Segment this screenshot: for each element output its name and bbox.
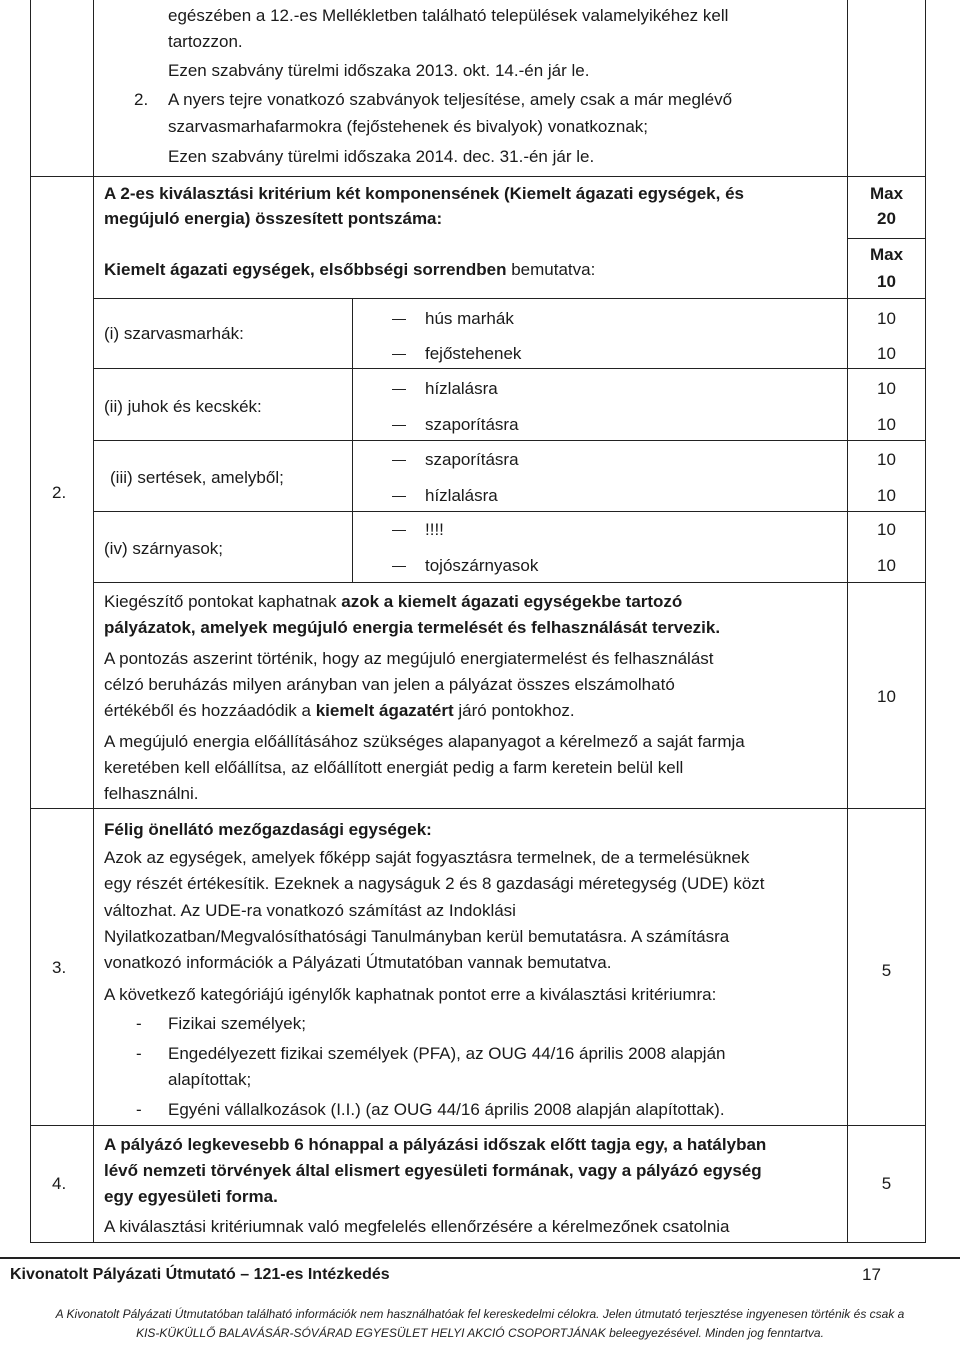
energy-score: 10 (877, 687, 896, 706)
extra-points-line-1 (104, 591, 682, 613)
dash-bullet (392, 530, 406, 531)
extra-points-bold-1: azok a kiemelt ágazati egységekbe tartozó (341, 592, 683, 611)
group-item-name: szaporításra (425, 450, 519, 469)
row2-subheading-normal: bemutatva: (506, 260, 596, 279)
group-item-name: hús marhák (425, 309, 514, 328)
row2-heading-score-value: 20 (877, 209, 896, 228)
row3-list-item-1: Fizikai személyek; (168, 1014, 306, 1033)
row1-item2-number: 2. (134, 90, 149, 109)
extra-points-line-2: pályázatok, amelyek megújuló energia termelését és felhasználását tervezik. (104, 618, 721, 637)
dash-bullet (392, 389, 406, 390)
scoring-line-3 (104, 700, 575, 722)
group-item-name: szaporításra (425, 415, 519, 434)
row2-sub-score-label: Max (869, 245, 904, 264)
dash-bullet (392, 425, 406, 426)
list-dash: - (136, 1044, 142, 1063)
list-dash: - (136, 1014, 142, 1033)
group-item-value: 10 (877, 450, 896, 469)
dash-bullet (392, 354, 406, 355)
group-item-name: tojószárnyasok (425, 556, 539, 575)
group-label-sheep-goats: (ii) juhok és kecskék: (104, 397, 262, 416)
row1-line-1: egészében a 12.-es Mellékletben található települések valamelyikéhez kell (168, 6, 729, 25)
row4-bold-line-1: A pályázó legkevesebb 6 hónappal a pályázási időszak előtt tagja egy, a hatályban (104, 1135, 767, 1154)
row3-para-line-5: vonatkozó információk a Pályázati Útmutatóban vannak bemutatva. (104, 953, 612, 972)
table-border-left (30, 0, 31, 1242)
group-item-value: 10 (877, 415, 896, 434)
row2-number: 2. (52, 483, 67, 502)
row1-item2-line-2: szarvasmarhafarmokra (fejőstehenek és bivalyok) vonatkoznak; (168, 117, 648, 136)
row-divider-1 (30, 176, 926, 177)
extra-points-intro: Kiegészítő pontokat kaphatnak (104, 592, 342, 611)
row3-para-line-4: Nyilatkozatban/Megvalósíthatósági Tanulmányban kerül bemutatásra. A számításra (104, 927, 730, 946)
row-divider-group-3 (93, 440, 926, 441)
table-border-col1 (93, 0, 94, 1242)
footer-legal-line-1: A Kivonatolt Pályázati Útmutatóban található információk nem használhatóak fel kereskedelmi célokra. Jelen útmutató terjesztése ingyenesen történik és csak a (55, 1307, 905, 1321)
group-label-cattle: (i) szarvasmarhák: (104, 324, 244, 343)
dash-bullet (392, 496, 406, 497)
row2-subheading (104, 259, 595, 281)
row2-heading-line-1: A 2-es kiválasztási kritérium két komponensének (Kiemelt ágazati egységek, és (104, 184, 744, 203)
row-divider-groups-bottom (93, 582, 926, 583)
row2-subheading-bold: Kiemelt ágazati egységek, elsőbbségi sorrendben (104, 260, 507, 279)
table-border-bottom (30, 1242, 926, 1243)
row3-para-line-2: egy részét értékesítik. Ezeknek a nagyságuk 2 és 8 gazdasági méretegység (UDE) közt (104, 874, 765, 893)
scoring-line-3-pre: értékéből és hozzáadódik a (104, 701, 316, 720)
group-item-value: 10 (877, 556, 896, 575)
footer-legal-line-2: KIS-KÜKÜLLŐ BALAVÁSÁR-SÓVÁRAD EGYESÜLET HELYI AKCIÓ CSOPORTJÁNAK beleegyezésével. Minden jog fenntartva. (136, 1326, 824, 1340)
row3-score: 5 (881, 961, 892, 980)
group-item-value: 10 (877, 379, 896, 398)
footer-rule (0, 1257, 960, 1259)
row-divider-2 (30, 808, 926, 809)
footer-page-number: 17 (862, 1265, 881, 1284)
row4-bold-line-3: egy egyesületi forma. (104, 1187, 278, 1206)
row1-line-2: tartozzon. (168, 32, 243, 51)
row1-line-3: Ezen szabvány türelmi időszaka 2013. okt. 14.-én jár le. (168, 61, 590, 80)
row-divider-3 (30, 1125, 926, 1126)
footer-title: Kivonatolt Pályázati Útmutató – 121-es Intézkedés (10, 1266, 390, 1283)
row3-list-item-2: Engedélyezett fizikai személyek (PFA), az OUG 44/16 április 2008 alapján (168, 1044, 726, 1063)
group-label-pigs: (iii) sertések, amelyből; (110, 468, 284, 487)
group-item-value: 10 (877, 486, 896, 505)
scoring-line-1: A pontozás aszerint történik, hogy az megújuló energiatermelést és felhasználást (104, 649, 714, 668)
row-divider-subscore (847, 238, 926, 239)
row3-heading: Félig önellátó mezőgazdasági egységek: (104, 820, 432, 839)
row3-list-item-3: Egyéni vállalkozások (I.I.) (az OUG 44/16 április 2008 alapján alapítottak). (168, 1100, 725, 1119)
dash-bullet (392, 566, 406, 567)
row-divider-group-2 (93, 368, 926, 369)
group-item-name: fejőstehenek (425, 344, 522, 363)
group-item-name: hízlalásra (425, 486, 498, 505)
scoring-line-3-bold: kiemelt ágazatért (315, 701, 454, 720)
row2-sub-score-value: 10 (877, 272, 896, 291)
row4-number: 4. (52, 1174, 67, 1193)
list-dash: - (136, 1100, 142, 1119)
row3-number: 3. (52, 958, 67, 977)
energy-line-1: A megújuló energia előállításához szükséges alapanyagot a kérelmező a saját farmja (104, 732, 745, 751)
scoring-line-2: célzó beruházás milyen arányban van jelen a pályázat összes elszámolható (104, 675, 675, 694)
row2-heading-line-2: megújuló energia) összesített pontszáma: (104, 209, 443, 228)
group-item-value: 10 (877, 344, 896, 363)
row4-last-line: A kiválasztási kritériumnak való megfelelés ellenőrzésére a kérelmezőnek csatolnia (104, 1217, 730, 1236)
row2-heading-score-label: Max (869, 184, 904, 203)
group-item-value: 10 (877, 520, 896, 539)
group-label-poultry: (iv) szárnyasok; (104, 539, 224, 558)
row1-item2-deadline: Ezen szabvány türelmi időszaka 2014. dec. 31.-én jár le. (168, 147, 595, 166)
scoring-line-3-post: járó pontokhoz. (453, 701, 575, 720)
row-divider-group-4 (93, 511, 926, 512)
dash-bullet (392, 460, 406, 461)
row4-score: 5 (881, 1174, 892, 1193)
energy-line-3: felhasználni. (104, 784, 199, 803)
row4-bold-line-2: lévő nemzeti törvények által elismert egyesületi formának, vagy a pályázó egység (104, 1161, 762, 1180)
group-item-value: 10 (877, 309, 896, 328)
group-item-name: hízlalásra (425, 379, 498, 398)
table-border-right (925, 0, 926, 1242)
group-item-name: !!!! (425, 520, 444, 539)
energy-line-2: keretében kell előállítsa, az előállított energiát pedig a farm keretein belül kell (104, 758, 684, 777)
row3-para-line-1: Azok az egységek, amelyek főképp saját fogyasztásra termelnek, de a termelésüknek (104, 848, 750, 867)
row1-item2-line-1: A nyers tejre vonatkozó szabványok teljesítése, amely csak a már meglévő (168, 90, 733, 109)
row3-para-line-6: A következő kategóriájú igénylők kaphatnak pontot erre a kiválasztási kritériumra: (104, 985, 717, 1004)
dash-bullet (392, 319, 406, 320)
row-divider-groups-top (93, 298, 926, 299)
row3-para-line-3: változhat. Az UDE-ra vonatkozó számítást az Indoklási (104, 901, 516, 920)
row3-list-item-2-cont: alapítottak; (168, 1070, 252, 1089)
